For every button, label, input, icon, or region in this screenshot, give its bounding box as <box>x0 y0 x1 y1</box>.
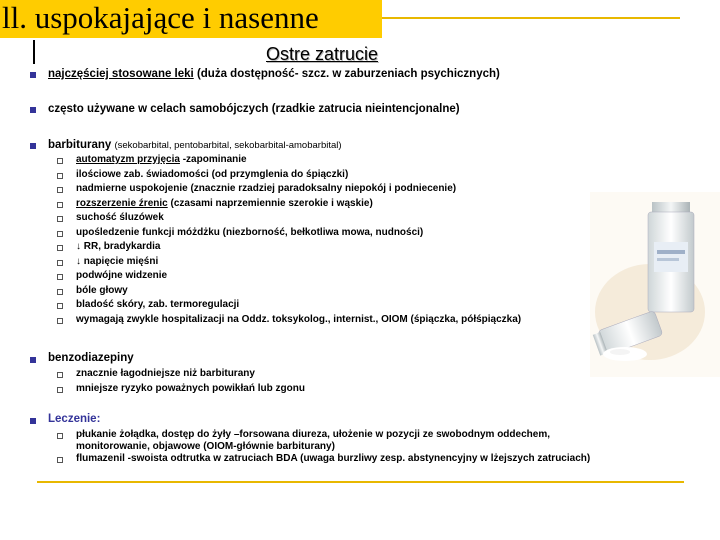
bottom-rule <box>37 481 684 483</box>
sub-bullet-icon <box>57 372 63 378</box>
barbiturany-symptom <box>76 314 521 326</box>
barbiturany-symptom <box>76 212 164 224</box>
symptom-text: suchość śluzówek <box>76 212 164 223</box>
sub-bullet-icon <box>57 318 63 324</box>
item-1-rest: (duża dostępność- szcz. w zaburzeniach psychicznych) <box>193 68 500 80</box>
symptom-text: ↓ napięcie mięśni <box>76 255 159 267</box>
bullet-square-icon <box>30 107 36 113</box>
barbiturany-symptom <box>76 256 158 268</box>
sub-bullet-icon <box>57 245 63 251</box>
item-1-text <box>48 67 500 81</box>
benzo-sub-1: znacznie łagodniejsze niż barbiturany <box>76 368 255 379</box>
sub-bullet-icon <box>57 187 63 193</box>
symptom-text: upośledzenie funkcji móżdżku (niezborność, bełkotliwa mowa, nudności) <box>76 226 424 238</box>
symptom-text: ilościowe zab. świadomości (od przymglenia do śpiączki) <box>76 168 349 180</box>
sub-bullet-icon <box>57 260 63 266</box>
sub-bullet-icon <box>57 289 63 295</box>
leczenie-sub-1-cont: monitorowanie, objawowe (OIOM-głównie barbiturany) <box>76 441 335 452</box>
symptom-text: ↓ RR, bradykardia <box>76 241 161 252</box>
symptom-text: podwójne widzenie <box>76 270 168 281</box>
sub-bullet-icon <box>57 158 63 164</box>
barbiturany-symptom <box>76 154 247 166</box>
barbiturany-label: barbiturany <box>48 139 112 151</box>
leczenie-sub-2: flumazenil -swoista odtrutka w zatruciach BDA (uwaga burzliwy zesp. abstynencyjny w lżejszych zatruciach) <box>76 453 591 464</box>
item-3-text <box>48 138 342 153</box>
barbiturany-symptom <box>76 183 456 195</box>
title-vertical-rule <box>33 40 35 64</box>
sub-bullet-icon <box>57 173 63 179</box>
symptom-underlined: automatyzm przyjęcia <box>76 154 180 165</box>
sub-bullet-icon <box>57 457 63 463</box>
sub-bullet-icon <box>57 231 63 237</box>
sub-bullet-icon <box>57 202 63 208</box>
top-rule <box>382 17 680 19</box>
bullet-square-icon <box>30 143 36 149</box>
sub-bullet-icon <box>57 303 63 309</box>
sub-bullet-icon <box>57 433 63 439</box>
symptom-text: nadmierne uspokojenie (znacznie rzadziej paradoksalny niepokój i podniecenie) <box>76 183 457 194</box>
sub-bullet-icon <box>57 387 63 393</box>
barbiturany-symptom <box>76 198 373 210</box>
symptom-text: -zapominanie <box>179 154 247 165</box>
barbiturany-symptom <box>76 241 160 253</box>
barbiturany-symptom <box>76 270 167 282</box>
pill-bottle-image <box>590 192 720 377</box>
bullet-square-icon <box>30 72 36 78</box>
symptom-text: wymagają zwykle hospitalizacji na Oddz. toksykolog., internist., OIOM (śpiączka, półśpiączka) <box>76 313 522 325</box>
page-title: ll. uspokajające i nasenne <box>2 0 319 35</box>
sub-bullet-icon <box>57 274 63 280</box>
symptom-text: (czasami naprzemiennie szerokie i wąskie) <box>167 197 373 209</box>
sub-bullet-icon <box>57 216 63 222</box>
item-2-text: często używane w celach samobójczych (rzadkie zatrucia nieintencjonalne) <box>48 103 460 115</box>
benzo-sub-2: mniejsze ryzyko poważnych powikłań lub zgonu <box>76 383 305 394</box>
bullet-square-icon <box>30 418 36 424</box>
symptom-underlined: rozszerzenie źrenic <box>76 197 168 209</box>
symptom-text: bóle głowy <box>76 284 128 296</box>
barbiturany-examples: (sekobarbital, pentobarbital, sekobarbital-amobarbital) <box>114 140 342 151</box>
leczenie-label: Leczenie: <box>48 413 101 425</box>
barbiturany-symptom <box>76 227 423 239</box>
symptom-text: bladość skóry, zab. termoregulacji <box>76 299 240 310</box>
slide-subtitle: Ostre zatrucie <box>266 44 379 64</box>
barbiturany-symptom <box>76 285 128 297</box>
barbiturany-symptom <box>76 169 348 181</box>
barbiturany-symptom <box>76 299 239 311</box>
benzo-label: benzodiazepiny <box>48 352 134 364</box>
item-1-underlined: najczęściej stosowane leki <box>48 68 194 80</box>
bullet-square-icon <box>30 357 36 363</box>
leczenie-sub-1: płukanie żołądka, dostęp do żyły –forsowana diureza, ułożenie w pozycji ze swobodnym oddechem, <box>76 429 550 440</box>
